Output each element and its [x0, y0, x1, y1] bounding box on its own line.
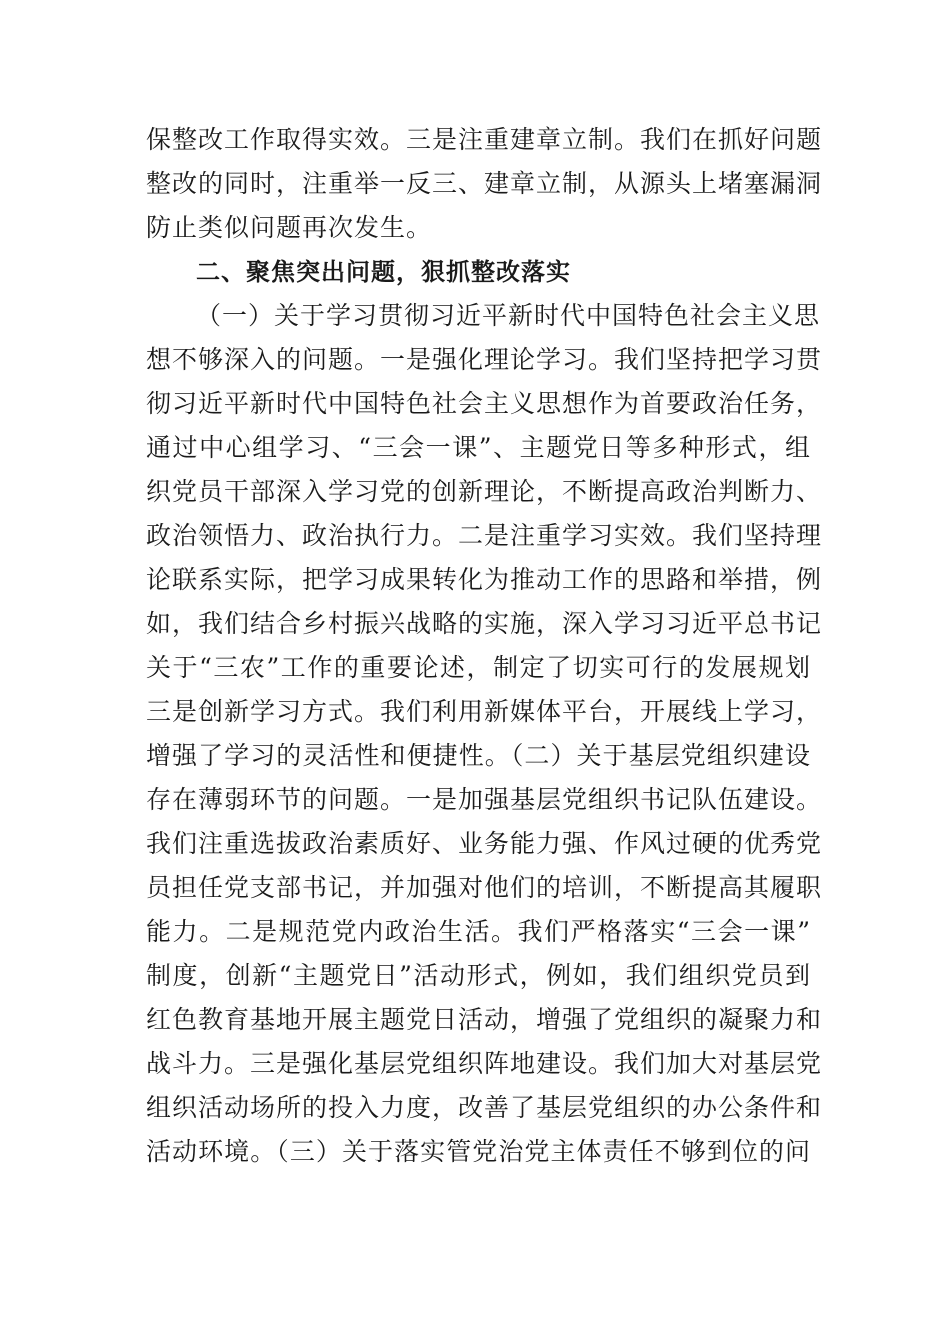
text-line: 织党员干部深入学习党的创新理论，不断提高政治判断力、	[146, 477, 823, 506]
body-text	[146, 118, 823, 1174]
text-line: 增强了学习的灵活性和便捷性。（二）关于基层党组织建设	[146, 741, 811, 770]
text-line: 活动环境。（三）关于落实管党治党主体责任不够到位的问	[146, 1137, 811, 1166]
text-line: 红色教育基地开展主题党日活动，增强了党组织的凝聚力和	[146, 1005, 823, 1034]
text-line: 政治领悟力、政治执行力。二是注重学习实效。我们坚持理	[146, 521, 823, 550]
text-line: 制度，创新“主题党日”活动形式，例如，我们组织党员到	[146, 961, 811, 990]
text-line: 三是创新学习方式。我们利用新媒体平台，开展线上学习，	[146, 697, 823, 726]
text-line: 能力。二是规范党内政治生活。我们严格落实“三会一课”	[146, 917, 811, 946]
text-line: 战斗力。三是强化基层党组织阵地建设。我们加大对基层党	[146, 1049, 823, 1078]
text-line: 存在薄弱环节的问题。一是加强基层党组织书记队伍建设。	[146, 785, 823, 814]
text-line: 彻习近平新时代中国特色社会主义思想作为首要政治任务，	[146, 389, 823, 418]
text-line: 防止类似问题再次发生。	[146, 213, 433, 242]
section-heading: 二、聚焦突出问题，狠抓整改落实	[196, 258, 571, 286]
text-line: 员担任党支部书记，并加强对他们的培训，不断提高其履职	[146, 873, 823, 902]
text-line: 想不够深入的问题。一是强化理论学习。我们坚持把学习贯	[146, 345, 823, 374]
text-line: （一）关于学习贯彻习近平新时代中国特色社会主义思	[196, 301, 821, 330]
text-line: 论联系实际，把学习成果转化为推动工作的思路和举措，例	[146, 565, 823, 594]
text-line: 组织活动场所的投入力度，改善了基层党组织的办公条件和	[146, 1093, 823, 1122]
text-line: 整改的同时，注重举一反三、建章立制，从源头上堵塞漏洞	[146, 169, 823, 198]
text-line: 我们注重选拔政治素质好、业务能力强、作风过硬的优秀党	[146, 829, 823, 858]
text-line: 通过中心组学习、“三会一课”、主题党日等多种形式，组	[146, 433, 811, 462]
text-line: 关于“三农”工作的重要论述，制定了切实可行的发展规划	[146, 653, 811, 682]
text-line: 保整改工作取得实效。三是注重建章立制。我们在抓好问题	[146, 125, 823, 154]
text-line: 如，我们结合乡村振兴战略的实施，深入学习习近平总书记	[146, 609, 823, 638]
